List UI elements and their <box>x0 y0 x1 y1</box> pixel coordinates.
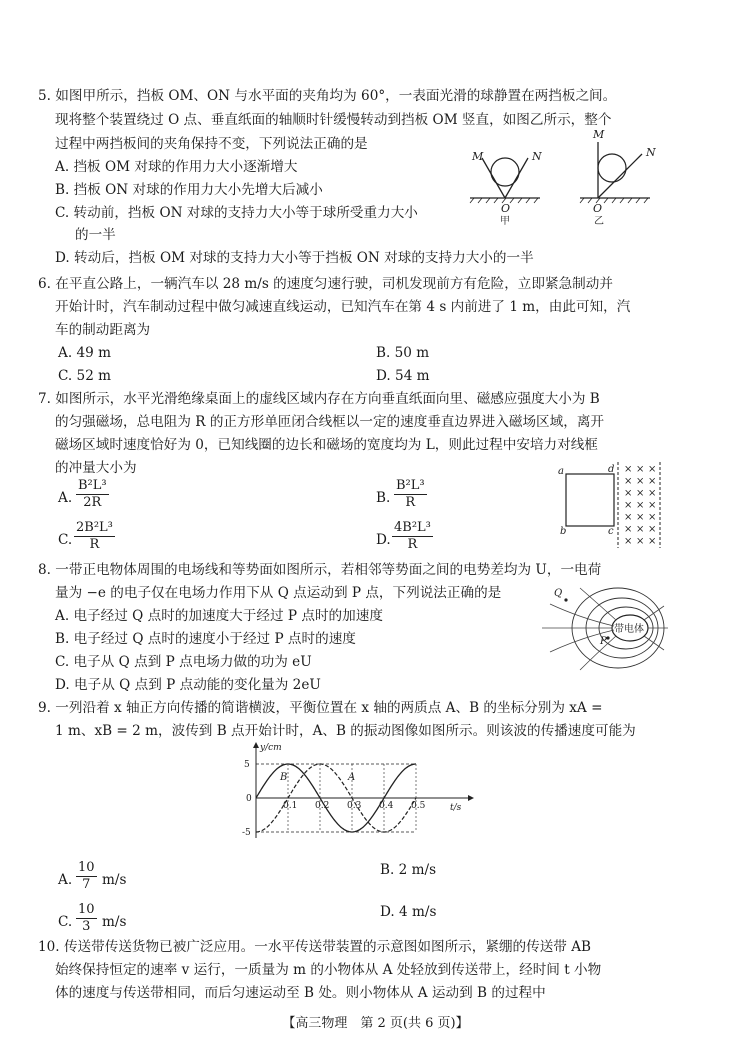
q6-option-d: D. 54 m <box>376 368 430 384</box>
field-cross: × <box>636 536 645 547</box>
q9-xtick: 0.1 <box>283 801 298 811</box>
q7-option-a-num: B²L³ <box>78 478 107 493</box>
q5-option-d: D. 转动后，挡板 OM 对球的支持力大小等于挡板 ON 对球的支持力大小的一半 <box>55 250 534 266</box>
q9-option-c-unit: m/s <box>102 914 127 930</box>
q7-line-4: 的冲量大小为 <box>55 460 137 476</box>
q5-line-2: 现将整个装置绕过 O 点、垂直纸面的轴顺时针缓慢转动到挡板 OM 竖直，如图乙所示，整个 <box>55 112 612 128</box>
q7-option-b-den: R <box>405 495 416 510</box>
q9-ytick-0: 0 <box>246 794 252 804</box>
q9-option-a-unit: m/s <box>102 872 127 888</box>
q7-line-3: 磁场区域时速度恰好为 0，已知线圈的边长和磁场的宽度均为 L，则此过程中安培力对线框 <box>55 437 598 453</box>
q7-option-b-label: B. <box>376 490 391 506</box>
q5-option-a: A. 挡板 OM 对球的作用力大小逐渐增大 <box>55 159 298 175</box>
q8-option-b: B. 电子经过 Q 点时的速度小于经过 P 点时的速度 <box>55 631 356 647</box>
q5-fig-jia-caption: 甲 <box>500 216 510 227</box>
field-cross: × <box>648 536 657 547</box>
q6-line-2: 开始计时，汽车制动过程中做匀减速直线运动，已知汽车在第 4 s 内前进了 1 m，由此可知，汽 <box>55 299 631 315</box>
q6-option-a: A. 49 m <box>58 345 111 361</box>
q8-fig-q: Q <box>554 588 563 599</box>
q5-option-c: C. 转动前，挡板 ON 对球的支持力大小等于球所受重力大小 <box>55 205 418 221</box>
q9-xlabel: t/s <box>450 803 462 813</box>
q5-fig-jia-m: M <box>472 150 484 163</box>
q9-option-a-den: 7 <box>82 877 91 892</box>
q7-option-b-num: B²L³ <box>396 478 425 493</box>
q7-option-b-frac <box>394 478 427 511</box>
q10-line-3: 体的速度与传送带相同，而后匀速运动至 B 处。则小物体从 A 运动到 B 的过程中 <box>55 985 546 1001</box>
field-cross: × <box>648 476 657 487</box>
field-cross: × <box>636 488 645 499</box>
q7-fig-d: d <box>608 464 615 475</box>
q5-fig-yi-caption: 乙 <box>594 216 604 227</box>
q5-figure <box>460 128 680 227</box>
q8-fig-body: 带电体 <box>614 624 644 635</box>
field-cross: × <box>624 500 633 511</box>
q9-curve-a-label: A <box>348 772 356 783</box>
q7-option-a-frac <box>76 478 109 511</box>
q7-option-a-label: A. <box>58 490 73 506</box>
q7-option-d-frac <box>392 520 433 553</box>
q7-field-crosses <box>624 464 656 547</box>
q9-option-d: D. 4 m/s <box>380 904 437 920</box>
field-cross: × <box>648 524 657 535</box>
field-cross: × <box>624 512 633 523</box>
q7-option-d-num: 4B²L³ <box>394 520 431 535</box>
q7-fig-c: c <box>608 526 614 537</box>
field-cross: × <box>624 476 633 487</box>
q7-option-c-label: C. <box>58 532 73 548</box>
q5-option-c-cont: 的一半 <box>75 227 116 243</box>
q9-curve-b-label: B <box>280 772 288 783</box>
q5-fig-jia-o: O <box>501 202 511 215</box>
q9-option-a-label: A. <box>58 872 73 888</box>
q7-figure <box>556 460 666 552</box>
q9-ylabel: y/cm <box>260 743 282 753</box>
q8-fig-p: P <box>600 636 607 647</box>
q6-option-b: B. 50 m <box>376 345 430 361</box>
q5-line-3: 过程中两挡板间的夹角保持不变，下列说法正确的是 <box>55 136 368 152</box>
q7-option-c-num: 2B²L³ <box>76 520 113 535</box>
q8-option-c: C. 电子从 Q 点到 P 点电场力做的功为 eU <box>55 654 312 670</box>
field-cross: × <box>648 464 657 475</box>
field-cross: × <box>648 488 657 499</box>
q8-line-1: 8. 一带正电物体周围的电场线和等势面如图所示，若相邻等势面之间的电势差均为 U，一电荷 <box>38 562 602 578</box>
q9-xtick: 0.2 <box>315 801 330 811</box>
q7-fig-a: a <box>558 466 564 477</box>
field-cross: × <box>648 500 657 511</box>
q9-ytick-5: 5 <box>244 760 250 770</box>
q8-line-2: 量为 −e 的电子仅在电场力作用下从 Q 点运动到 P 点，下列说法正确的是 <box>55 585 502 601</box>
q10-line-1: 10. 传送带传送货物已被广泛应用。一水平传送带装置的示意图如图所示，紧绷的传送带 AB <box>38 939 592 955</box>
q9-option-a-num: 10 <box>78 860 95 875</box>
field-cross: × <box>636 512 645 523</box>
q9-xtick: 0.5 <box>411 801 426 811</box>
q8-figure <box>540 582 670 672</box>
q9-option-c-num: 10 <box>78 902 95 917</box>
field-cross: × <box>636 524 645 535</box>
q8-option-d: D. 电子从 Q 点到 P 点动能的变化量为 2eU <box>55 677 321 693</box>
field-cross: × <box>624 464 633 475</box>
q7-fig-b: b <box>560 526 567 537</box>
q7-option-d-label: D. <box>376 532 391 548</box>
field-cross: × <box>624 536 633 547</box>
q5-line-1: 5. 如图甲所示，挡板 OM、ON 与水平面的夹角均为 60°，一表面光滑的球静置在两挡板之间。 <box>38 88 617 104</box>
q9-line-2: 1 m、xB = 2 m，波传到 B 点开始计时，A、B 的振动图像如图所示。则该波的传播速度可能为 <box>55 723 636 739</box>
q9-option-c-frac <box>76 902 97 935</box>
q7-option-c-frac <box>74 520 115 553</box>
field-cross: × <box>636 476 645 487</box>
field-cross: × <box>636 464 645 475</box>
q5-option-b: B. 挡板 ON 对球的作用力大小先增大后减小 <box>55 182 323 198</box>
q6-line-1: 6. 在平直公路上，一辆汽车以 28 m/s 的速度匀速行驶，司机发现前方有危险，立即紧急制动并 <box>38 276 613 292</box>
field-cross: × <box>624 488 633 499</box>
q8-option-a: A. 电子经过 Q 点时的加速度大于经过 P 点时的加速度 <box>55 608 383 624</box>
q9-line-1: 9. 一列沿着 x 轴正方向传播的简谐横波，平衡位置在 x 轴的两质点 A、B 的坐标分别为 xA = <box>38 700 603 716</box>
field-cross: × <box>648 512 657 523</box>
q5-fig-yi-n: N <box>646 146 656 159</box>
q9-xtick: 0.4 <box>379 801 394 811</box>
q9-option-c-den: 3 <box>82 919 91 934</box>
q9-xtick: 0.3 <box>347 801 362 811</box>
q9-option-b: B. 2 m/s <box>380 862 437 878</box>
q10-line-2: 始终保持恒定的速率 v 运行，一质量为 m 的小物体从 A 处轻放到传送带上，经时间 t 小物 <box>55 962 602 978</box>
q5-fig-yi-m: M <box>593 128 605 141</box>
q6-option-c: C. 52 m <box>58 368 112 384</box>
q7-option-c-den: R <box>89 537 100 552</box>
q7-line-1: 7. 如图所示，水平光滑绝缘桌面上的虚线区域内存在方向垂直纸面向里、磁感应强度大小为 B <box>38 391 600 407</box>
q9-option-c-label: C. <box>58 914 73 930</box>
q5-fig-yi-o: O <box>593 202 603 215</box>
field-cross: × <box>636 500 645 511</box>
q9-graph <box>236 742 486 842</box>
q7-line-2: 的匀强磁场，总电阻为 R 的正方形单匝闭合线框以一定的速度垂直边界进入磁场区域，离开 <box>55 414 605 430</box>
q6-line-3: 车的制动距离为 <box>55 322 151 338</box>
q9-ytick-neg5: -5 <box>242 828 251 838</box>
q5-fig-jia-n: N <box>532 150 542 163</box>
q7-option-d-den: R <box>407 537 418 552</box>
q9-option-a-frac <box>76 860 97 893</box>
q7-option-a-den: 2R <box>83 495 102 510</box>
field-cross: × <box>624 524 633 535</box>
page-footer: 【高三物理 第 2 页(共 6 页)】 <box>282 1016 469 1031</box>
